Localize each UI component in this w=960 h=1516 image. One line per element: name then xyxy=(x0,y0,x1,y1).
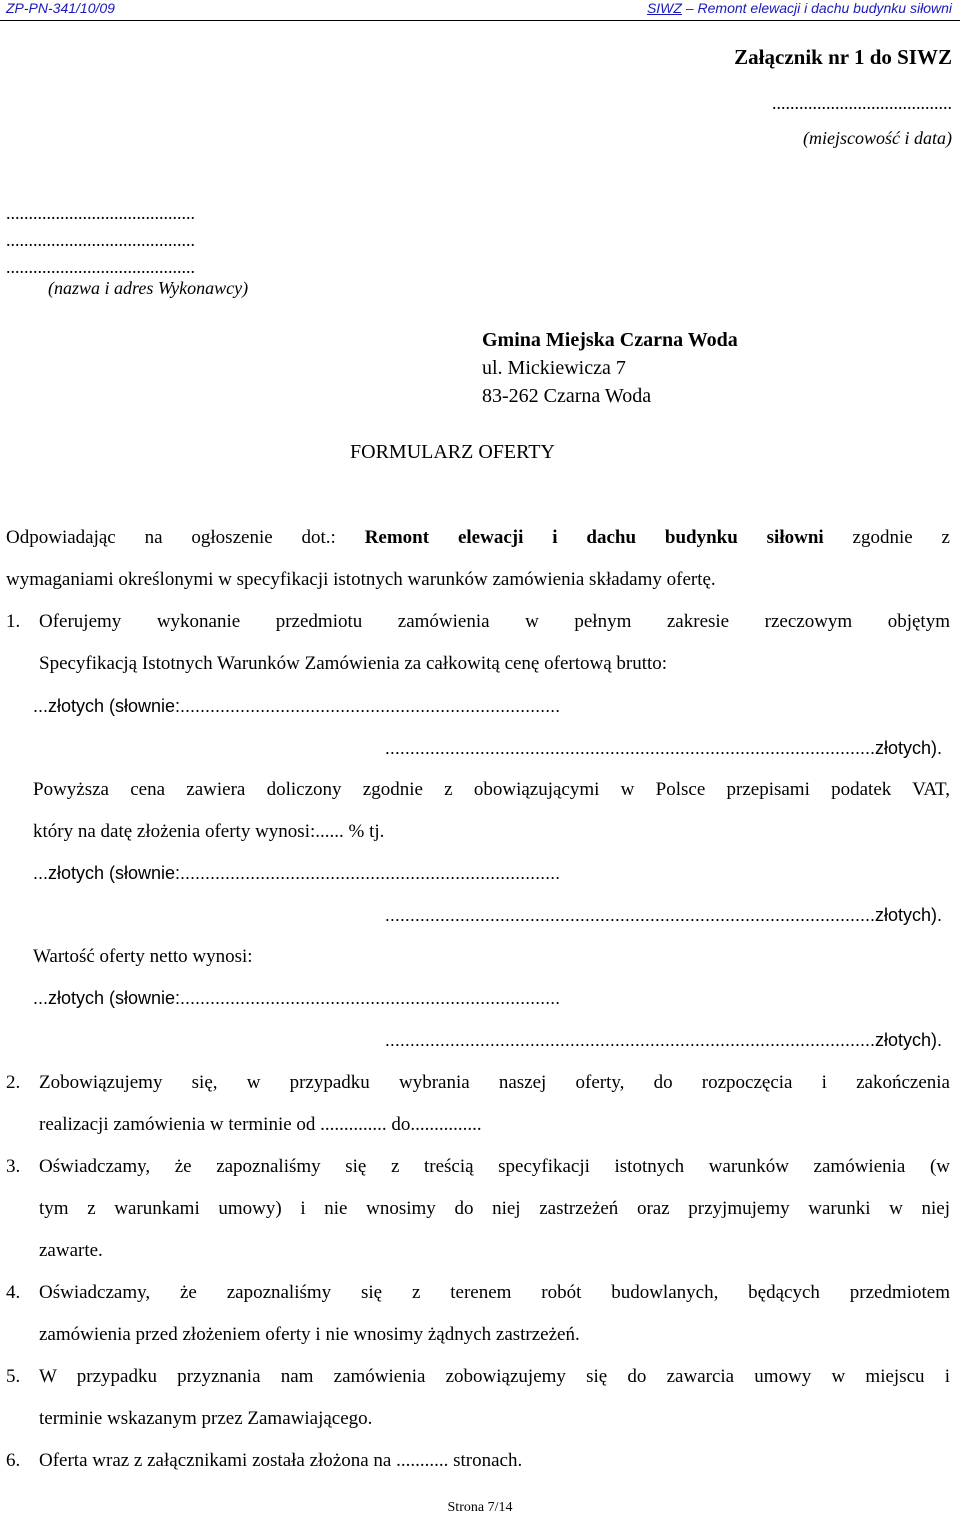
contractor-dots-3: .......................................... xyxy=(6,257,195,277)
place-date-label: (miejscowość i data) xyxy=(803,128,952,148)
item-4-line-1: Oświadczamy, że zapoznaliśmy się z terenem robót budowlanych, będących przedmiotem xyxy=(39,1282,950,1303)
contractor-dots-1: .......................................... xyxy=(6,203,195,223)
subject-text: – Remont elewacji i dachu budynku siłowni xyxy=(681,0,952,16)
item-3-line-1: Oświadczamy, że zapoznaliśmy się z treścią specyfikacji istotnych warunków zamówienia (w xyxy=(39,1156,950,1177)
contractor-dots-2: .......................................... xyxy=(6,230,195,250)
item-1-number: 1. xyxy=(6,611,21,632)
siwz-label: SIWZ xyxy=(646,0,682,16)
intro-line-1: Odpowiadając na ogłoszenie dot.: Remont elewacji i dachu budynku siłowni zgodnie z xyxy=(6,527,950,548)
form-title: FORMULARZ OFERTY xyxy=(350,441,555,463)
item-3-line-2: tym z warunkami umowy) i nie wnosimy do niej zastrzeżeń oraz przyjmujemy warunki w niej xyxy=(39,1198,950,1219)
item-3-line-3: zawarte. xyxy=(39,1240,103,1261)
document-subject xyxy=(647,0,952,16)
vat-line-2: który na datę złożenia oferty wynosi:...... % tj. xyxy=(33,821,385,842)
vat-amount-line: ...złotych (słownie:............................................................................ xyxy=(33,863,561,883)
item-1-line-1: Oferujemy wykonanie przedmiotu zamówienia w pełnym zakresie rzeczowym objętym xyxy=(39,611,950,632)
recipient-name: Gmina Miejska Czarna Woda xyxy=(482,329,738,351)
place-date-dots: ........................................ xyxy=(772,93,952,113)
item-6-number: 6. xyxy=(6,1450,21,1471)
item-3-number: 3. xyxy=(6,1156,21,1177)
gross-words-line: ..................................................................................................złotych). xyxy=(384,738,942,758)
recipient-city: 83-262 Czarna Woda xyxy=(482,385,652,407)
item-5-line-2: terminie wskazanym przez Zamawiającego. xyxy=(39,1408,373,1429)
vat-words-line: ..................................................................................................złotych). xyxy=(384,905,942,925)
item-1-line-2: Specyfikacją Istotnych Warunków Zamówienia za całkowitą cenę ofertową brutto: xyxy=(39,653,668,674)
item-2-line-1: Zobowiązujemy się, w przypadku wybrania naszej oferty, do rozpoczęcia i zakończenia xyxy=(39,1072,950,1093)
order-subject: Remont elewacji i dachu budynku siłowni xyxy=(364,527,824,548)
document-reference: ZP-PN-341/10/09 xyxy=(6,0,115,16)
item-2-number: 2. xyxy=(6,1072,21,1093)
recipient-street: ul. Mickiewicza 7 xyxy=(482,357,626,379)
contractor-label: (nazwa i adres Wykonawcy) xyxy=(48,278,249,298)
page-header xyxy=(0,0,960,22)
item-4-number: 4. xyxy=(6,1282,21,1303)
gross-amount-line: ...złotych (słownie:............................................................................ xyxy=(33,696,561,716)
intro-line-2: wymaganiami określonymi w specyfikacji istotnych warunków zamówienia składamy ofertę. xyxy=(6,569,716,590)
net-amount-line: ...złotych (słownie:............................................................................ xyxy=(33,988,561,1008)
item-5-number: 5. xyxy=(6,1366,21,1387)
item-6-line-1: Oferta wraz z załącznikami została złożona na ........... stronach. xyxy=(39,1450,523,1471)
item-4-line-2: zamówienia przed złożeniem oferty i nie wnosimy żądnych zastrzeżeń. xyxy=(39,1324,580,1345)
net-value-label: Wartość oferty netto wynosi: xyxy=(33,946,253,967)
item-2-line-2: realizacji zamówienia w terminie od .............. do............... xyxy=(39,1114,482,1135)
vat-line-1: Powyższa cena zawiera doliczony zgodnie z obowiązującymi w Polsce przepisami podatek VAT, xyxy=(33,779,950,800)
attachment-title: Załącznik nr 1 do SIWZ xyxy=(734,45,952,69)
header-rule xyxy=(0,20,960,21)
page-number: Strona 7/14 xyxy=(447,1500,513,1515)
item-5-line-1: W przypadku przyznania nam zamówienia zobowiązujemy się do zawarcia umowy w miejscu i xyxy=(39,1366,950,1387)
net-words-line: ..................................................................................................złotych). xyxy=(384,1030,942,1050)
